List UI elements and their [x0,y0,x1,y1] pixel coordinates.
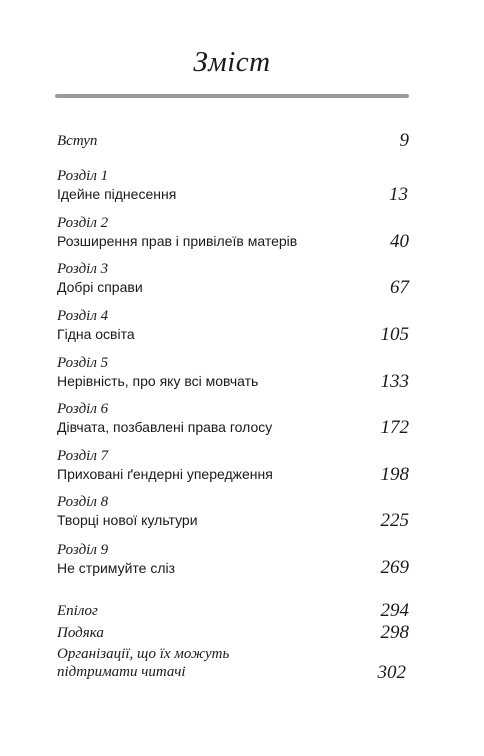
chapter-label: Розділ 5 [57,355,109,371]
chapter-label: Розділ 7 [57,448,109,464]
toc-entry-organizations [57,645,409,683]
chapter-page: 172 [380,417,409,438]
chapter-title: Добрі справи [57,279,143,295]
toc-entry-chapter-4 [57,307,409,345]
toc-entry-epilogue [57,601,409,621]
chapter-page: 40 [390,231,409,252]
chapter-title: Дівчата, позбавлені права голосу [57,419,273,435]
chapter-label: Розділ 3 [57,261,109,277]
chapter-title: Розширення прав і привілеїв матерів [57,233,298,249]
chapter-label: Розділ 4 [57,308,109,324]
toc-entry-chapter-8 [57,493,409,531]
intro-label: Вступ [57,133,98,149]
thanks-page: 298 [380,622,409,643]
epilogue-page: 294 [380,600,409,621]
organizations-page: 302 [377,662,406,683]
chapter-label: Розділ 6 [57,401,109,417]
toc-entry-chapter-7 [57,447,409,485]
epilogue-label: Епілог [57,603,98,619]
organizations-label-line2: підтримати читачі [57,664,186,680]
chapter-page: 269 [380,557,409,578]
chapter-page: 198 [380,464,409,485]
chapter-page: 105 [380,324,409,345]
organizations-label-line1: Організації, що їх можуть [57,646,230,662]
chapter-label: Розділ 8 [57,494,109,510]
chapter-title: Нерівність, про яку всі мовчать [57,373,259,389]
toc-entry-chapter-1 [57,167,409,205]
chapter-title: Не стримуйте сліз [57,560,176,576]
title-divider [55,94,409,98]
chapter-title: Гідна освіта [57,326,135,342]
chapter-title: Творці нової культури [57,512,198,528]
chapter-page: 133 [380,371,409,392]
chapter-label: Розділ 1 [57,168,109,184]
toc-entry-thanks [57,623,409,643]
toc-entry-chapter-9 [57,541,409,579]
chapter-page: 67 [390,277,409,298]
toc-entry-chapter-5 [57,354,409,392]
toc-entry-chapter-6 [57,400,409,438]
toc-entry-chapter-3 [57,260,409,298]
chapter-title: Приховані ґендерні упередження [57,466,273,482]
toc-entry-chapter-2 [57,214,409,252]
chapter-label: Розділ 9 [57,542,109,558]
toc-entry-intro [57,131,409,151]
intro-page: 9 [399,130,409,151]
thanks-label: Подяка [57,625,104,641]
chapter-label: Розділ 2 [57,215,109,231]
chapter-title: Ідейне піднесення [57,186,177,202]
chapter-page: 225 [380,510,409,531]
page-title: Зміст [193,46,271,78]
chapter-page: 13 [389,184,408,205]
